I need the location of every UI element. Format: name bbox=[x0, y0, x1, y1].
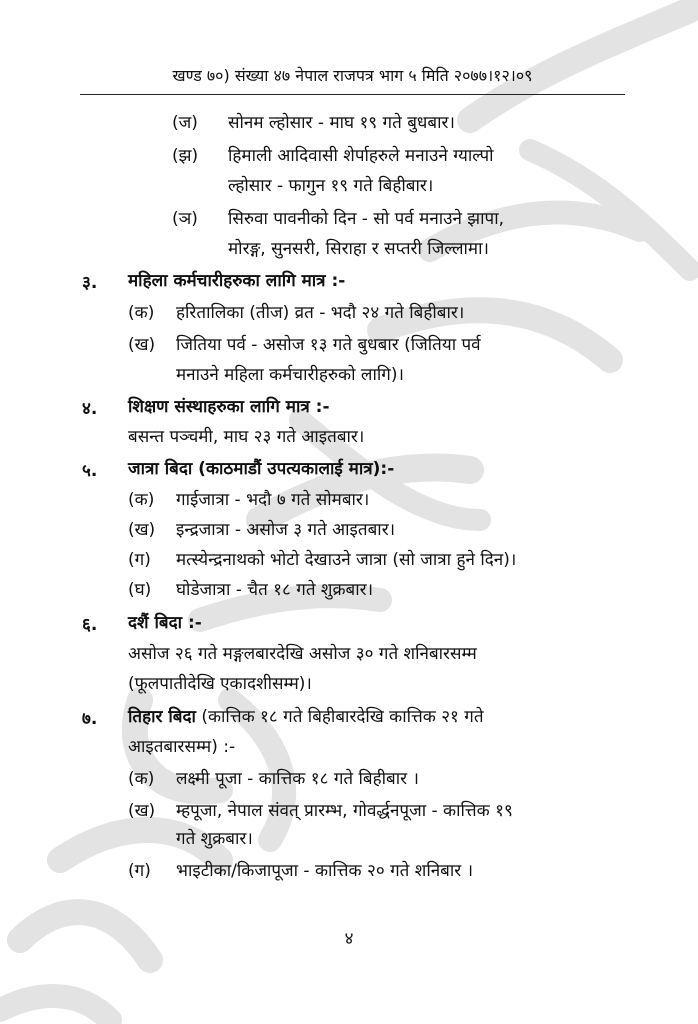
section-3-item-text-cont: मनाउने महिला कर्मचारीहरुको लागि)। bbox=[176, 365, 404, 385]
section-3-item-text: जितिया पर्व - असोज १३ गते बुधबार (जितिया पर्व bbox=[176, 335, 481, 355]
page-number: ४ bbox=[344, 929, 354, 949]
section-7-item-text: लक्ष्मी पूजा - कात्तिक १८ गते बिहीबार । bbox=[176, 769, 419, 789]
item-label-ja: (ज) bbox=[172, 113, 198, 133]
section-7-item-text-cont: गते शुक्रबार। bbox=[176, 829, 253, 849]
item-text-ja: सोनम ल्होसार - माघ १९ गते बुधबार। bbox=[228, 113, 455, 133]
section-7-item-label: (ख) bbox=[128, 801, 156, 821]
item-label-jha: (झ) bbox=[172, 146, 199, 166]
section-7-heading bbox=[128, 706, 484, 728]
section-6-title: दशैं बिदा :- bbox=[128, 613, 202, 633]
item-text-nya-line2: मोरङ्ग, सुनसरी, सिराहा र सप्तरी जिल्लामा। bbox=[228, 239, 489, 259]
section-3-title: महिला कर्मचारीहरुका लागि मात्र :- bbox=[128, 271, 346, 291]
section-5-item-label: (ग) bbox=[128, 550, 151, 570]
section-5-item-label: (घ) bbox=[128, 580, 152, 600]
section-5-item-text: मत्स्येन्द्रनाथको भोटो देखाउने जात्रा (सो जात्रा हुने दिन)। bbox=[176, 550, 517, 570]
section-6-number: ६. bbox=[82, 615, 98, 635]
section-5-item-label: (ख) bbox=[128, 520, 156, 540]
section-7-item-text: भाइटीका/किजापूजा - कात्तिक २० गते शनिबार । bbox=[176, 861, 474, 881]
section-5-item-text: इन्द्रजात्रा - असोज ३ गते आइतबार। bbox=[176, 520, 396, 540]
header-rule bbox=[80, 94, 625, 95]
section-5-item-text: गाईजात्रा - भदौ ७ गते सोमबार। bbox=[176, 490, 370, 510]
gazette-header: खण्ड ७०) संख्या ४७ नेपाल राजपत्र भाग ५ मिति २०७७।१२।०९ bbox=[172, 66, 533, 85]
section-7-item-text: म्हपूजा, नेपाल संवत् प्रारम्भ, गोवर्द्धनपूजा - कात्तिक १९ bbox=[176, 801, 513, 821]
section-7-number: ७. bbox=[82, 709, 98, 729]
section-3-item-text: हरितालिका (तीज) व्रत - भदौ २४ गते बिहीबार। bbox=[176, 303, 465, 323]
section-6-body-line1: असोज २६ गते मङ्गलबारदेखि असोज ३० गते शनिबारसम्म bbox=[128, 644, 477, 664]
section-5-title: जात्रा बिदा (काठमाडौं उपत्यकालाई मात्र):- bbox=[128, 459, 395, 479]
section-7-title: तिहार बिदा bbox=[128, 707, 196, 727]
section-7-title-cont: आइतबारसम्म) :- bbox=[128, 737, 236, 757]
section-3-item-label: (क) bbox=[128, 303, 155, 323]
section-4-body: बसन्त पञ्चमी, माघ २३ गते आइतबार। bbox=[128, 427, 365, 447]
section-5-number: ५. bbox=[82, 461, 98, 481]
section-4-number: ४. bbox=[82, 399, 98, 419]
section-5-item-text: घोडेजात्रा - चैत १८ गते शुक्रबार। bbox=[176, 580, 374, 600]
item-text-nya-line1: सिरुवा पावनीको दिन - सो पर्व मनाउने झापा, bbox=[228, 209, 505, 229]
section-7-item-label: (ग) bbox=[128, 861, 151, 881]
item-label-nya: (ञ) bbox=[172, 209, 198, 229]
item-text-jha-line1: हिमाली आदिवासी शेर्पाहरुले मनाउने ग्याल्पो bbox=[228, 146, 494, 166]
section-6-body-line2: (फूलपातीदेखि एकादशीसम्म)। bbox=[128, 674, 312, 694]
section-7-item-label: (क) bbox=[128, 769, 155, 789]
section-3-item-label: (ख) bbox=[128, 335, 156, 355]
section-5-item-label: (क) bbox=[128, 490, 155, 510]
item-text-jha-line2: ल्होसार - फागुन १९ गते बिहीबार। bbox=[228, 176, 434, 196]
section-4-title: शिक्षण संस्थाहरुका लागि मात्र :- bbox=[128, 397, 330, 417]
section-7-title-rest: (कात्तिक १८ गते बिहीबारदेखि कात्तिक २१ गते bbox=[201, 707, 484, 727]
section-3-number: ३. bbox=[82, 273, 98, 293]
